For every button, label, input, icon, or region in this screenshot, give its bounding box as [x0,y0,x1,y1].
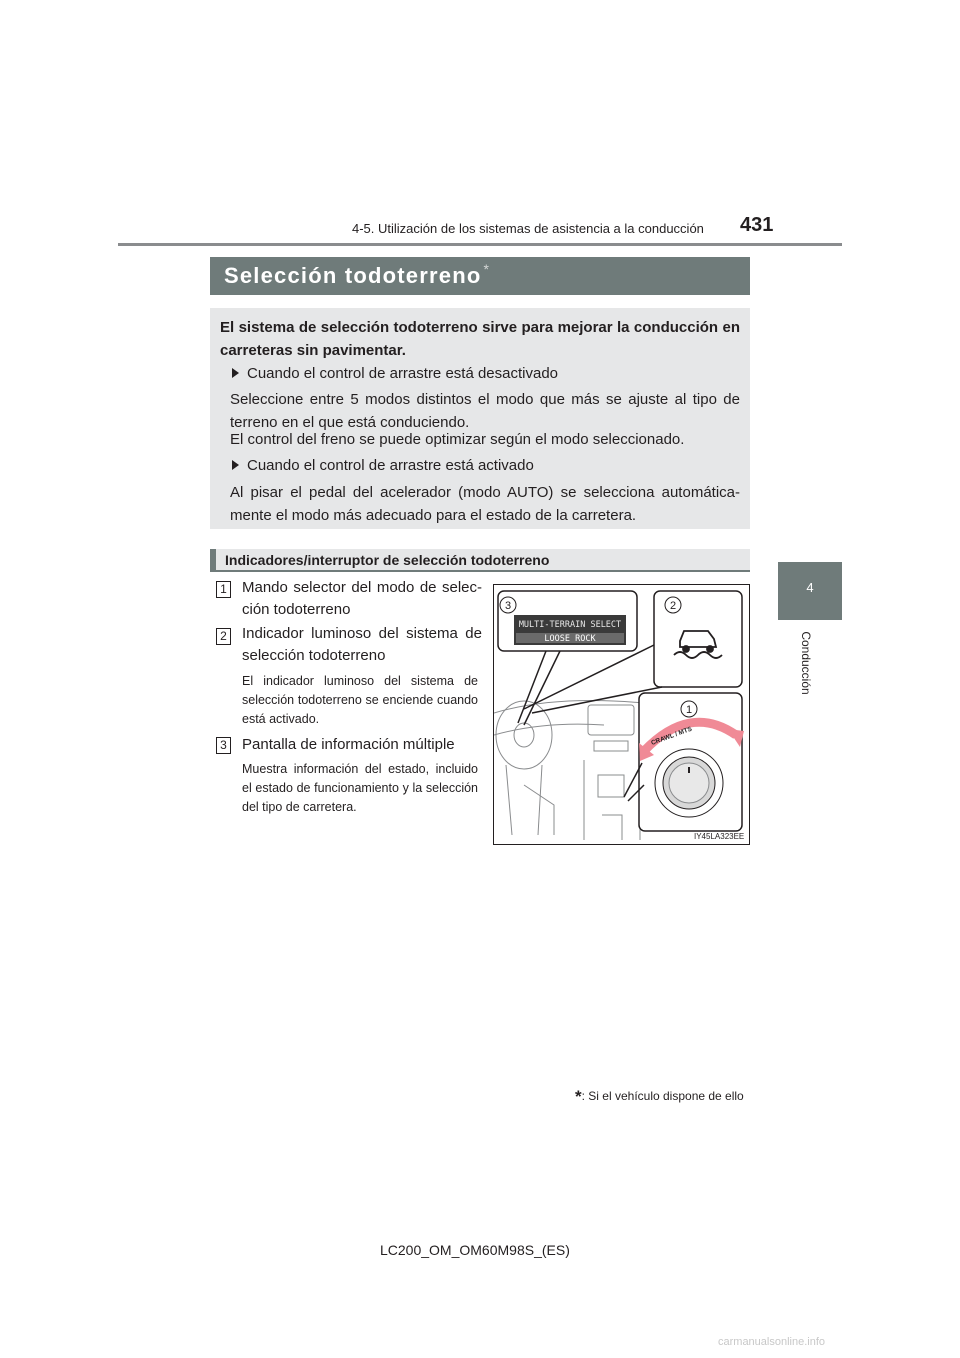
running-head: 4-5. Utilización de los sistemas de asistencia a la conducción [352,221,704,236]
page-title: Selección todoterreno [224,263,482,288]
callout-3: 3 [504,600,512,612]
item-title: Mando selector del modo de selec-ción todoterreno [242,579,482,618]
dashboard-sketch [494,701,644,840]
document-id: LC200_OM_OM60M98S_(ES) [380,1242,570,1258]
leader-line [524,645,654,709]
footnote-text: : Si el vehículo dispone de ello [581,1089,744,1103]
watermark: carmanualsonline.info [718,1336,826,1348]
bullet-text: Cuando el control de arrastre está activado [247,457,534,474]
bullet-text: Cuando el control de arrastre está desactivado [247,365,559,382]
dashboard-diagram [494,585,749,844]
knob-callout [624,693,744,841]
terrain-select-illustration [493,584,750,845]
item-title: Indicador luminoso del sistema de selección todoterreno [242,625,482,664]
chapter-label: Conducción [799,631,813,695]
intro-summary: El sistema de selección todoterreno sirve para mejorar la conducción en carreteras sin pavimentar. [220,319,740,359]
body-paragraph: Seleccione entre 5 modos distintos el modo que más se ajuste al tipo de terreno en el que está conduciendo. [230,391,740,431]
callout-number: 1 [216,581,231,598]
display-line1: MULTI-TERRAIN SELECT [518,620,622,630]
section-title-bar [210,257,750,295]
body-paragraph: El control del freno se puede optimizar según el modo seleccionado. [230,431,685,448]
callout-number: 2 [216,628,231,645]
bullet-item [232,362,558,385]
intro-box [210,308,750,529]
subsection-heading [210,549,750,572]
heading-marker [210,549,216,570]
body-paragraph: Al pisar el pedal del acelerador (modo AUTO) se selecciona automática-mente el modo más adecuado para el estado de la carretera. [230,484,740,524]
display-line2: LOOSE ROCK [544,634,596,644]
subsection-title: Indicadores/interruptor de selección todoterreno [225,552,550,568]
callout-number: 3 [216,737,231,754]
item-title: Pantalla de información múltiple [242,736,455,753]
display-callout [498,591,637,651]
header-rule [118,243,842,246]
asterisk-icon: * [575,1087,582,1106]
page-number: 431 [740,214,774,236]
triangle-bullet-icon [232,368,239,378]
item-description: Muestra información del estado, incluido el estado de funcionamiento y la selección del tipo de carretera. [242,762,478,814]
figure-code: IY45LA323EE [694,832,745,841]
footnote [575,1085,744,1105]
chapter-number: 4 [806,580,814,595]
knob-label: CRAWL / MTS [650,725,693,747]
optional-equipment-mark: * [483,261,491,277]
item-description: El indicador luminoso del sistema de selección todoterreno se enciende cuando está activado. [242,674,478,726]
callout-2: 2 [669,600,677,612]
chapter-tab [778,562,842,620]
bullet-item [232,454,534,477]
triangle-bullet-icon [232,460,239,470]
callout-1: 1 [685,704,693,716]
